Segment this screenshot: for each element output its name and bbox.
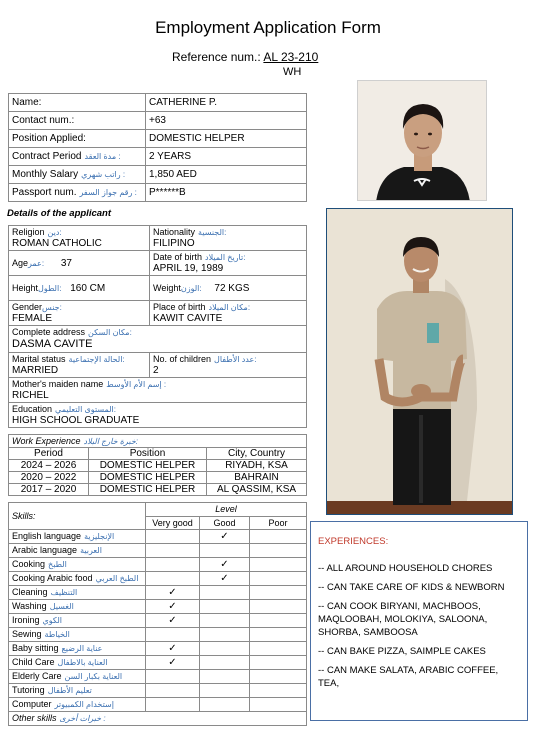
work-experience-table [8, 434, 307, 496]
reference-number [172, 50, 318, 64]
nationality-value: FILIPINO [153, 238, 195, 249]
skill-level-cell [200, 670, 250, 684]
info-label: Name: [9, 94, 146, 112]
skill-level-cell [200, 628, 250, 642]
mother-name-value: RICHEL [12, 390, 49, 401]
experiences-box [310, 521, 528, 721]
skill-level-cell [250, 572, 307, 586]
experience-item: -- CAN COOK BIRYANI, MACHBOOS, MAQLOOBAH, MOLOKIYA, SALOONA, SHORBA, SAMBOOSA [318, 601, 488, 638]
children-value: 2 [153, 365, 159, 376]
checkmark-icon: ✓ [220, 530, 229, 542]
skill-label: Cooking Arabic food الطبخ العربي [9, 572, 146, 586]
skill-level-cell [146, 698, 200, 712]
checkmark-icon: ✓ [220, 572, 229, 584]
skill-level-cell [250, 642, 307, 656]
skill-row [9, 558, 307, 572]
experience-item: -- CAN BAKE PIZZA, SAIMPLE CAKES [318, 646, 486, 657]
checkmark-icon: ✓ [168, 614, 177, 626]
address-value: DASMA CAVITE [12, 338, 93, 350]
skill-level-cell [146, 614, 200, 628]
skill-level-cell [146, 530, 200, 544]
place-of-birth-cell: Place of birth مكان الميلاد: KAWIT CAVITE [150, 301, 307, 326]
info-value: +63 [146, 112, 307, 130]
skill-level-cell [146, 656, 200, 670]
skill-row [9, 614, 307, 628]
personal-info-table [8, 93, 307, 202]
info-row [9, 148, 307, 166]
info-label: Monthly Salary راتب شهري : [9, 166, 146, 184]
experience-item: -- CAN MAKE SALATA, ARABIC COFFEE, TEA, [318, 665, 499, 689]
skill-row [9, 600, 307, 614]
skill-label: Cooking الطبخ [9, 558, 146, 572]
applicant-full-body-photo [326, 208, 513, 515]
work-row: 2024 – 2026 DOMESTIC HELPER RIYADH, KSA [9, 460, 307, 472]
experiences-list [318, 562, 520, 690]
skill-row [9, 684, 307, 698]
skill-label: English language الإنجليزية [9, 530, 146, 544]
skill-level-cell [146, 558, 200, 572]
form-title: Employment Application Form [155, 18, 381, 37]
age-value: 37 [60, 257, 72, 269]
skill-level-cell [200, 600, 250, 614]
experience-item: -- CAN TAKE CARE OF KIDS & NEWBORN [318, 582, 505, 593]
reference-value: AL 23-210 [263, 50, 319, 64]
religion-value: ROMAN CATHOLIC [12, 238, 102, 249]
skill-level-cell [250, 600, 307, 614]
work-row: 2017 – 2020 DOMESTIC HELPER AL QASSIM, KSA [9, 484, 307, 496]
skill-level-cell [250, 586, 307, 600]
skill-label: Arabic language العربية [9, 544, 146, 558]
skill-label: Tutoring تعليم الأطفال [9, 684, 146, 698]
children-cell: No. of children عدد الأطفال: 2 [150, 353, 307, 378]
checkmark-icon: ✓ [168, 586, 177, 598]
skill-level-cell [146, 642, 200, 656]
education-cell: Education المستوى التعليمي: HIGH SCHOOL GRADUATE [9, 403, 307, 428]
checkmark-icon: ✓ [220, 558, 229, 570]
skill-level-cell [146, 684, 200, 698]
info-label: Contract Period مدة العقد : [9, 148, 146, 166]
reference-label: Reference num.: [172, 50, 261, 64]
gender-value: FEMALE [12, 313, 53, 324]
skill-row [9, 656, 307, 670]
skill-level-cell [146, 572, 200, 586]
skill-level-cell [146, 544, 200, 558]
skill-row [9, 530, 307, 544]
skill-level-cell [250, 614, 307, 628]
skill-level-cell [200, 572, 250, 586]
skill-level-cell [200, 614, 250, 628]
skill-row [9, 572, 307, 586]
levels-row: Very good Good Poor [9, 516, 307, 530]
skill-row [9, 670, 307, 684]
skill-level-cell [200, 684, 250, 698]
applicant-headshot-photo [357, 80, 487, 201]
info-value: DOMESTIC HELPER [146, 130, 307, 148]
level-header: Level [146, 503, 307, 517]
mother-name-cell: Mother's maiden name إسم الأم الأوسط : RICHEL [9, 378, 307, 403]
skill-level-cell [200, 642, 250, 656]
info-value: 2 YEARS [146, 148, 307, 166]
skill-level-cell [146, 628, 200, 642]
height-cell: Heightالطول: 160 CM [9, 276, 150, 301]
info-value: CATHERINE P. [146, 94, 307, 112]
headshot-illustration [358, 81, 487, 201]
skill-level-cell [250, 530, 307, 544]
full-body-illustration [327, 209, 513, 515]
skill-level-cell [146, 670, 200, 684]
skill-level-cell [200, 698, 250, 712]
skill-level-cell [250, 544, 307, 558]
skill-label: Baby sitting عناية الرضيع [9, 642, 146, 656]
skill-label: Ironing الكوي [9, 614, 146, 628]
skill-row [9, 586, 307, 600]
info-row [9, 112, 307, 130]
place-of-birth-value: KAWIT CAVITE [153, 313, 223, 324]
info-label: Contact num.: [9, 112, 146, 130]
skill-level-cell [250, 558, 307, 572]
skill-level-cell [250, 670, 307, 684]
skill-label: Computer إستخدام الكمبيوتر [9, 698, 146, 712]
skill-level-cell [200, 544, 250, 558]
details-title: Details of the applicant [7, 208, 111, 219]
checkmark-icon: ✓ [168, 642, 177, 654]
skill-row [9, 642, 307, 656]
skill-row [9, 698, 307, 712]
info-row [9, 130, 307, 148]
skill-level-cell [250, 698, 307, 712]
dob-value: APRIL 19, 1989 [153, 263, 224, 274]
info-row [9, 166, 307, 184]
info-row [9, 94, 307, 112]
skill-level-cell [250, 628, 307, 642]
skill-label: Elderly Care العناية بكبار السن [9, 670, 146, 684]
address-cell: Complete address مكان السكن: DASMA CAVITE [9, 326, 307, 353]
skill-level-cell [146, 586, 200, 600]
skill-label: Sewing الخياطة [9, 628, 146, 642]
info-label: Passport num. رقم جواز السفر : [9, 184, 146, 202]
other-skills-row [9, 712, 307, 726]
weight-value: 72 KGS [214, 282, 250, 294]
skill-label: Washing الغسيل [9, 600, 146, 614]
weight-cell: Weightالوزن: 72 KGS [150, 276, 307, 301]
experiences-title: EXPERIENCES: [318, 536, 389, 547]
skills-table [8, 502, 307, 726]
skill-level-cell [200, 586, 250, 600]
skill-level-cell [200, 558, 250, 572]
checkmark-icon: ✓ [168, 656, 177, 668]
skill-level-cell [146, 600, 200, 614]
education-value: HIGH SCHOOL GRADUATE [12, 415, 140, 426]
skill-level-cell [200, 530, 250, 544]
checkmark-icon: ✓ [168, 600, 177, 612]
work-header-row: Period Position City, Country [9, 448, 307, 460]
skill-label: Cleaning التنظيف [9, 586, 146, 600]
marital-status-value: MARRIED [12, 365, 59, 376]
applicant-details-table [8, 225, 307, 428]
gender-cell: Genderجنس: FEMALE [9, 301, 150, 326]
info-row [9, 184, 307, 202]
skills-title: Skills: [9, 503, 146, 530]
height-value: 160 CM [70, 282, 106, 294]
skill-row [9, 628, 307, 642]
skills-header-row [9, 503, 307, 517]
skill-level-cell [250, 656, 307, 670]
work-row: 2020 – 2022 DOMESTIC HELPER BAHRAIN [9, 472, 307, 484]
skill-level-cell [200, 656, 250, 670]
work-experience-title: Work Experience خبرة خارج البلاد: [9, 435, 307, 448]
info-value: P******B [146, 184, 307, 202]
nationality-cell: Nationality الجنسية: FILIPINO [150, 226, 307, 251]
experience-item: -- ALL AROUND HOUSEHOLD CHORES [318, 563, 493, 574]
skill-row [9, 544, 307, 558]
religion-cell: Religion دين: ROMAN CATHOLIC [9, 226, 150, 251]
skill-level-cell [250, 684, 307, 698]
reference-suffix: WH [283, 66, 302, 78]
marital-status-cell: Marital status الحالة الإجتماعية: MARRIED [9, 353, 150, 378]
skill-label: Child Care العناية بالاطفال [9, 656, 146, 670]
info-label: Position Applied: [9, 130, 146, 148]
info-value: 1,850 AED [146, 166, 307, 184]
other-skills-label: Other skills خبرات أخرى : [9, 712, 307, 726]
age-cell: Ageعمر: 37 [9, 251, 150, 276]
dob-cell: Date of birth تاريخ الميلاد: APRIL 19, 1989 [150, 251, 307, 276]
